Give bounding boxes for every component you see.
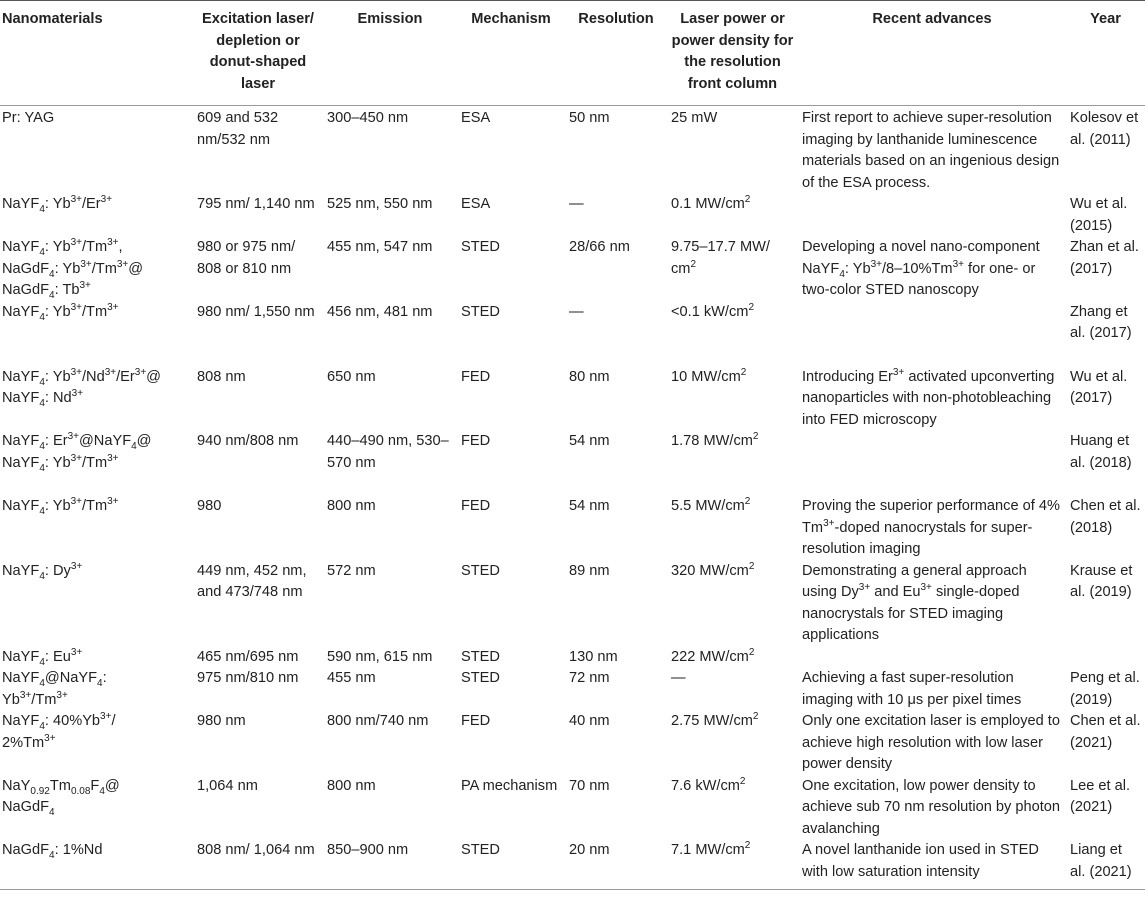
cell-year: Zhan et al. (2017) [1070, 239, 1139, 277]
cell-resolution: 80 nm [569, 368, 610, 385]
cell-material: NaYF$_4$: $Yb^{3+}/Tm^{3+}$, NaGdF$_4$: $Yb^{3+}/Tm^{3+}@$ NaGdF$_4$: $Tb^{3+}$ [2, 237, 144, 301]
cell-material: NaYF$_4$: $Yb^{3+}/Nd^{3+}/Er^{3+}@$ NaYF$_4$: $Nd^{3+}$ [2, 366, 161, 409]
cell-material: NaYF$_4$: $40\%Yb^{3+}/$ $2\%Tm^{3+}$ [2, 711, 116, 751]
cell-resolution: 28/66 nm [569, 239, 630, 255]
cell-mechanism: STED [461, 670, 500, 686]
cell-material: NaYF$_4$: $Dy^{3+}$ [2, 560, 83, 582]
cell-year: Huang et al. (2018) [1070, 433, 1132, 471]
table-row [0, 496, 1145, 561]
header-advances: Recent advances [798, 1, 1066, 106]
table-row [0, 840, 1145, 890]
header-power: Laser power or power density for the resolution front column [667, 1, 798, 106]
cell-advances: Introducing $Er^{3+}$ activated upconverting nanoparticles with non-photobleaching into FED microscopy [802, 366, 1055, 428]
header-emission: Emission [323, 1, 457, 106]
cell-excitation: 795 nm/ 1,140 nm [197, 196, 315, 212]
cell-emission: 590 nm, 615 nm [327, 648, 433, 665]
cell-advances [798, 647, 1066, 669]
cell-year [1066, 647, 1145, 669]
cell-year: Wu et al. (2015) [1070, 196, 1128, 234]
cell-emission: 800 nm [327, 498, 376, 514]
table-row [0, 431, 1145, 496]
table-row [0, 561, 1145, 647]
cell-resolution: 20 nm [565, 840, 667, 890]
cell-emission: 650 nm [327, 368, 376, 385]
cell-year: Krause et al. (2019) [1070, 562, 1133, 600]
cell-excitation: 808 nm/ 1,064 nm [193, 840, 323, 890]
cell-advances: A novel lanthanide ion used in STED with low saturation intensity [798, 840, 1066, 890]
cell-power: <0.1 $kW/cm^2$ [671, 301, 755, 320]
cell-excitation: 465 nm/695 nm [197, 648, 299, 665]
cell-mechanism: FED [461, 368, 491, 385]
header-row [0, 1, 1145, 106]
cell-power: 2.75 $MW/cm^2$ [671, 711, 759, 729]
table-row [0, 647, 1145, 669]
cell-year: Peng et al. (2019) [1070, 670, 1140, 708]
table-row [0, 367, 1145, 432]
cell-advances: Achieving a fast super-resolution imaging with 10 μs per pixel times [802, 670, 1022, 708]
cell-power: 7.1 $MW/cm^2$ [667, 840, 798, 890]
cell-resolution: 50 nm [569, 110, 610, 126]
cell-mechanism: ESA [461, 196, 491, 212]
cell-excitation: 980 [197, 498, 222, 514]
cell-resolution: 54 nm [569, 498, 610, 514]
cell-resolution: 130 nm [569, 648, 618, 665]
cell-mechanism: STED [461, 303, 500, 320]
cell-excitation: 1,064 nm [197, 777, 258, 794]
cell-advances [798, 302, 1066, 367]
cell-advances [798, 194, 1066, 237]
cell-emission: 850–900 nm [323, 840, 457, 890]
cell-mechanism: PA mechanism [461, 777, 558, 794]
cell-resolution: 89 nm [569, 562, 610, 579]
cell-material: NaYF$_4$: $Er^{3+}@NaYF_4@$ NaYF$_4$: $Yb^{3+}/Tm^{3+}$ [2, 431, 152, 474]
cell-resolution: 40 nm [569, 713, 610, 729]
cell-mechanism: FED [461, 713, 491, 729]
cell-resolution: — [569, 303, 584, 320]
cell-advances: Only one excitation laser is employed to achieve high resolution with low laser power density [802, 713, 1060, 772]
cell-excitation: 980 or 975 nm/ 808 or 810 nm [197, 239, 296, 277]
cell-advances: First report to achieve super-resolution imaging by lanthanide luminescence materials based on an ingenious design of the ESA process. [802, 110, 1060, 191]
table-row [0, 106, 1145, 195]
cell-emission: 456 nm, 481 nm [327, 303, 433, 320]
table-row [0, 711, 1145, 776]
header-year: Year [1066, 1, 1145, 106]
cell-power: 320 $MW/cm^2$ [671, 560, 755, 579]
cell-advances: One excitation, low power density to achieve sub 70 nm resolution by photon avalanching [802, 777, 1060, 837]
cell-emission: 525 nm, 550 nm [327, 196, 433, 212]
header-resolution: Resolution [565, 1, 667, 106]
cell-year: Chen et al. (2018) [1070, 498, 1141, 536]
cell-material: NaGdF$_4$: 1%Nd [0, 840, 193, 890]
cell-material: NaYF$_4$@NaYF$_4$: $Yb^{3+}/Tm^{3+}$ [2, 670, 107, 708]
table-row [0, 668, 1145, 711]
table-row [0, 237, 1145, 302]
cell-excitation: 449 nm, 452 nm, and 473/748 nm [197, 562, 307, 600]
cell-year: Wu et al. (2017) [1070, 368, 1128, 406]
cell-emission: 455 nm, 547 nm [327, 239, 433, 255]
header-nanomaterials: Nanomaterials [0, 1, 193, 106]
cell-resolution: 54 nm [569, 433, 610, 449]
cell-emission: 572 nm [327, 562, 376, 579]
cell-advances [798, 431, 1066, 496]
cell-emission: 455 nm [327, 670, 376, 686]
cell-mechanism: STED [461, 239, 500, 255]
cell-power: 5.5 $MW/cm^2$ [671, 496, 751, 514]
cell-mechanism: STED [461, 562, 500, 579]
cell-mechanism: STED [457, 840, 565, 890]
cell-mechanism: STED [461, 648, 500, 665]
cell-year: Lee et al. (2021) [1070, 777, 1131, 815]
cell-emission: 300–450 nm [327, 110, 409, 126]
cell-excitation: 975 nm/810 nm [197, 670, 299, 686]
cell-power: 1.78 $MW/cm^2$ [671, 431, 759, 449]
cell-excitation: 609 and 532 nm/532 nm [197, 110, 279, 148]
header-mechanism: Mechanism [457, 1, 565, 106]
cell-mechanism: FED [461, 433, 491, 449]
cell-material: $NaY_{0.92}Tm_{0.08}F_4@$ NaGdF$_4$ [2, 777, 120, 818]
cell-year: Kolesov et al. (2011) [1070, 110, 1139, 148]
cell-material: NaYF$_4$: $Eu^{3+}$ [2, 646, 83, 668]
cell-power: 9.75–17.7 MW/ $cm^2$ [671, 239, 770, 277]
cell-emission: 440–490 nm, 530–570 nm [327, 433, 449, 471]
cell-power: 0.1 $MW/cm^2$ [671, 194, 751, 212]
cell-advances: Demonstrating a general approach using $Dy^{3+}$ and $Eu^{3+}$ single-doped nanocrystals for STED imaging applications [802, 562, 1027, 643]
table-row [0, 302, 1145, 367]
cell-year: Chen et al. (2021) [1070, 713, 1141, 751]
cell-material: NaYF$_4$: $Yb^{3+}/Tm^{3+}$ [2, 301, 119, 323]
cell-power: 10 $MW/cm^2$ [671, 366, 747, 385]
cell-resolution: — [569, 196, 584, 212]
header-excitation: Excitation laser/ depletion or donut-shaped laser [193, 1, 323, 106]
cell-mechanism: FED [461, 498, 491, 514]
cell-power: — [671, 670, 686, 686]
cell-advances: Proving the superior performance of 4% $Tm^{3+}$-doped nanocrystals for super-resolution imaging [802, 498, 1060, 557]
cell-resolution: 72 nm [569, 670, 610, 686]
cell-power: 25 mW [671, 110, 718, 126]
cell-emission: 800 nm [327, 777, 376, 794]
cell-material: Pr: YAG [2, 110, 55, 126]
cell-year: Liang et al. (2021) [1066, 840, 1145, 890]
table-row [0, 194, 1145, 237]
cell-power: 222 $MW/cm^2$ [671, 646, 755, 665]
table-row [0, 776, 1145, 841]
cell-advances: Developing a novel nano-component NaYF$_4$: $Yb^{3+}/8-10\%Tm^{3+}$ for one- or two-color STED nanoscopy [802, 239, 1040, 298]
cell-mechanism: ESA [461, 110, 491, 126]
cell-resolution: 70 nm [569, 777, 610, 794]
cell-excitation: 940 nm/808 nm [197, 433, 299, 449]
cell-excitation: 980 nm [197, 713, 246, 729]
cell-excitation: 980 nm/ 1,550 nm [197, 303, 315, 320]
cell-emission: 800 nm/740 nm [327, 713, 429, 729]
cell-power: 7.6 $kW/cm^2$ [671, 775, 746, 794]
cell-material: NaYF$_4$: $Yb^{3+}/Er^{3+}$ [2, 194, 113, 215]
cell-material: NaYF$_4$: $Yb^{3+}/Tm^{3+}$ [2, 496, 119, 517]
cell-excitation: 808 nm [197, 368, 246, 385]
cell-year: Zhang et al. (2017) [1070, 303, 1132, 341]
